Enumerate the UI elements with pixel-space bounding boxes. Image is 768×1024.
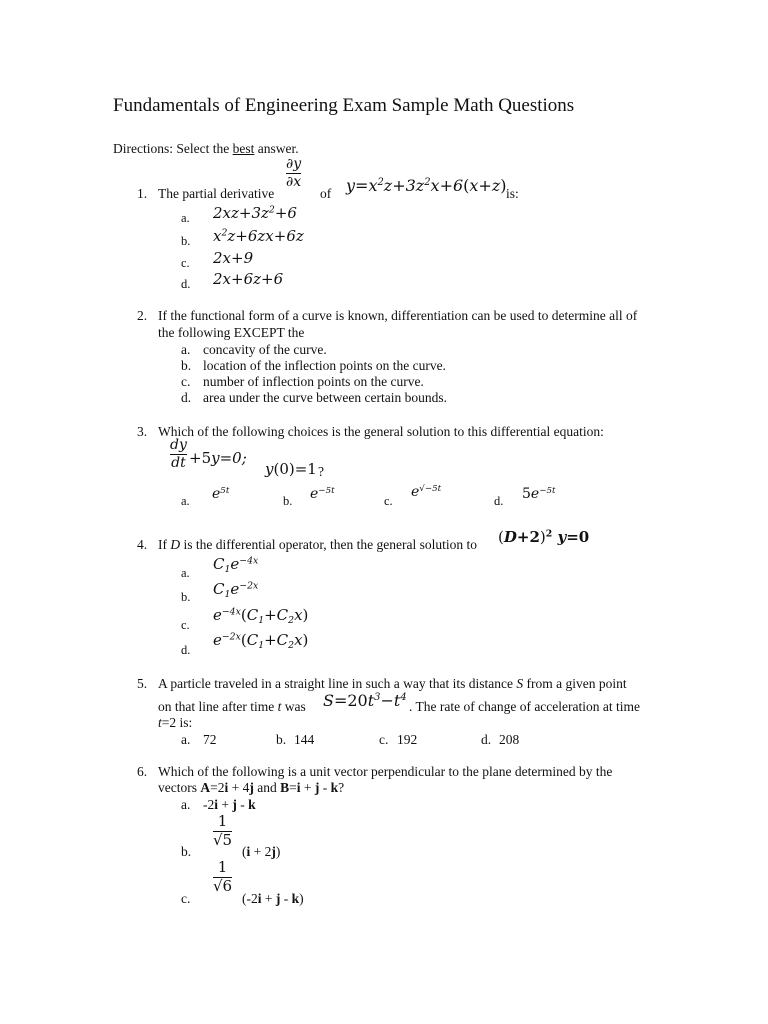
- q1-frac-den: ∂x: [286, 173, 302, 190]
- q3-choice-a: $e^{5t}$: [212, 485, 230, 502]
- q1-choice-c-letter: c.: [181, 256, 190, 270]
- q2-choice-b: location of the inflection points on the curve.: [203, 358, 446, 373]
- q5-choice-a: 72: [203, 732, 217, 747]
- q2-line2: the following EXCEPT the: [158, 325, 305, 340]
- q6-choice-c-fraction: [213, 860, 232, 895]
- q5-choice-c-letter: c.: [379, 732, 389, 747]
- q3-condition: y(0)=1: [265, 460, 317, 478]
- q4-text: [158, 537, 477, 553]
- q2-number: 2.: [137, 308, 148, 323]
- q6-line2: vectors A=2i + 4j and B=i + j - k?: [158, 780, 345, 795]
- q4-choice-c-letter: c.: [181, 618, 190, 632]
- directions-prefix: Directions: Select the: [113, 141, 233, 156]
- q5-line1: [158, 676, 627, 692]
- q5-choice-b: 144: [294, 732, 315, 747]
- q3-choice-d: $5e^{-5t}$: [522, 485, 556, 502]
- q5-line2: [158, 699, 306, 715]
- q3-choice-a-letter: a.: [181, 494, 190, 508]
- q2-line1: If the functional form of a curve is known, differentiation can be used to determine all of: [158, 308, 638, 323]
- q1-derivative: [286, 157, 301, 189]
- q4-number: 4.: [137, 537, 148, 552]
- q4-text-pre: If: [158, 537, 171, 552]
- q6-b-frac-num: 1: [217, 812, 228, 830]
- q5-line2-post: was: [281, 699, 306, 714]
- directions-suffix: answer.: [254, 141, 299, 156]
- q6-choice-a-letter: a.: [181, 797, 191, 812]
- q1-choice-b: $x^2z+6zx+6z$: [213, 227, 304, 245]
- page-title: Fundamentals of Engineering Exam Sample Math Questions: [113, 95, 575, 116]
- q5-line2-pre: on that line after time: [158, 699, 278, 714]
- q6-choice-b-letter: b.: [181, 844, 192, 859]
- directions-emphasis: best: [232, 141, 255, 156]
- q2-choice-c-letter: c.: [181, 374, 191, 389]
- q3-choice-b: $e^{-5t}$: [310, 485, 335, 502]
- q2-choice-d-letter: d.: [181, 390, 192, 405]
- q6-number: 6.: [137, 764, 148, 779]
- q6-c-frac-den: √6: [213, 876, 233, 895]
- q4-choice-c: $e^{-4x}(C_1+C_2x)$: [213, 606, 309, 626]
- q5-choice-d: 208: [499, 732, 520, 747]
- q3-derivative: [170, 438, 187, 470]
- q1-text: The partial derivative: [158, 186, 275, 201]
- q5-choice-c: 192: [397, 732, 418, 747]
- q3-text: Which of the following choices is the general solution to this differential equation:: [158, 424, 604, 439]
- q2-choice-d: area under the curve between certain bounds.: [203, 390, 448, 405]
- q5-line2-var: t: [277, 699, 282, 714]
- q6-choice-b-fraction: [213, 814, 232, 849]
- q3-choice-d-letter: d.: [494, 494, 504, 508]
- q6-choice-c-letter: c.: [181, 891, 191, 906]
- q1-of: of: [320, 186, 332, 201]
- q1-choice-a-letter: a.: [181, 211, 190, 225]
- q5-choice-a-letter: a.: [181, 732, 191, 747]
- q6-choice-b: (i + 2j): [242, 844, 281, 859]
- q5-choice-b-letter: b.: [276, 732, 287, 747]
- q2-choice-a-letter: a.: [181, 342, 191, 357]
- q6-line1: Which of the following is a unit vector perpendicular to the plane determined by the: [158, 764, 613, 779]
- q4-text-var: D: [170, 537, 181, 552]
- q5-number: 5.: [137, 676, 148, 691]
- q4-choice-a-letter: a.: [181, 566, 190, 580]
- q2-choice-a: concavity of the curve.: [203, 342, 327, 357]
- q6-choice-c: (-2i + j - k): [242, 891, 304, 906]
- q3-equation: +5y=0;: [189, 449, 247, 467]
- q4-choice-d: $e^{-2x}(C_1+C_2x)$: [213, 631, 309, 651]
- q2-choice-b-letter: b.: [181, 358, 192, 373]
- q4-equation: $(D+2)^2$ y=0: [498, 528, 590, 546]
- q5-line3-var: t: [158, 715, 162, 730]
- q6-choice-a: -2i + j - k: [203, 797, 256, 812]
- q5-line1-var: S: [516, 676, 524, 691]
- q1-frac-num: ∂y: [286, 156, 302, 172]
- q3-number: 3.: [137, 424, 148, 439]
- directions: [113, 141, 299, 157]
- q1-choice-d-letter: d.: [181, 277, 191, 291]
- q5-line3: [158, 715, 192, 731]
- q4-choice-b-letter: b.: [181, 590, 191, 604]
- q1-choice-d: 2x+6z+6: [213, 270, 284, 288]
- q1-choice-b-letter: b.: [181, 234, 191, 248]
- q4-text-post: is the differential operator, then the general solution to: [180, 537, 477, 552]
- q3-qmark: ?: [318, 464, 324, 479]
- q4-choice-b: $C_1e^{-2x}$: [213, 580, 259, 600]
- q1-is: is:: [506, 186, 519, 201]
- q5-line1-pre: A particle traveled in a straight line in such a way that its distance: [158, 676, 517, 691]
- q1-choice-c: 2x+9: [213, 249, 254, 267]
- q4-choice-d-letter: d.: [181, 643, 191, 657]
- q1-choice-a: $2xz+3z^2+6$: [213, 204, 297, 222]
- q3-frac-num: dy: [170, 437, 187, 453]
- q3-choice-c: $e^{√-5t}$: [411, 483, 442, 500]
- q3-choice-b-letter: b.: [283, 494, 293, 508]
- q6-b-frac-den: √5: [213, 830, 233, 849]
- q4-choice-a: $C_1e^{-4x}$: [213, 555, 259, 575]
- q3-choice-c-letter: c.: [384, 494, 393, 508]
- q6-c-frac-num: 1: [217, 858, 228, 876]
- q5-line1-post: from a given point: [523, 676, 627, 691]
- q1-number: 1.: [137, 186, 148, 201]
- q1-equation: $y=x^2z+3z^2x+6(x+z)$: [346, 176, 507, 195]
- q5-line3-post: =2 is:: [161, 715, 193, 730]
- q5-line2-after: . The rate of change of acceleration at time: [409, 699, 641, 714]
- q5-choice-d-letter: d.: [481, 732, 492, 747]
- q3-frac-den: dt: [171, 454, 186, 471]
- q2-choice-c: number of inflection points on the curve.: [203, 374, 424, 389]
- q5-equation: $S=20t^3-t^4$: [323, 691, 407, 710]
